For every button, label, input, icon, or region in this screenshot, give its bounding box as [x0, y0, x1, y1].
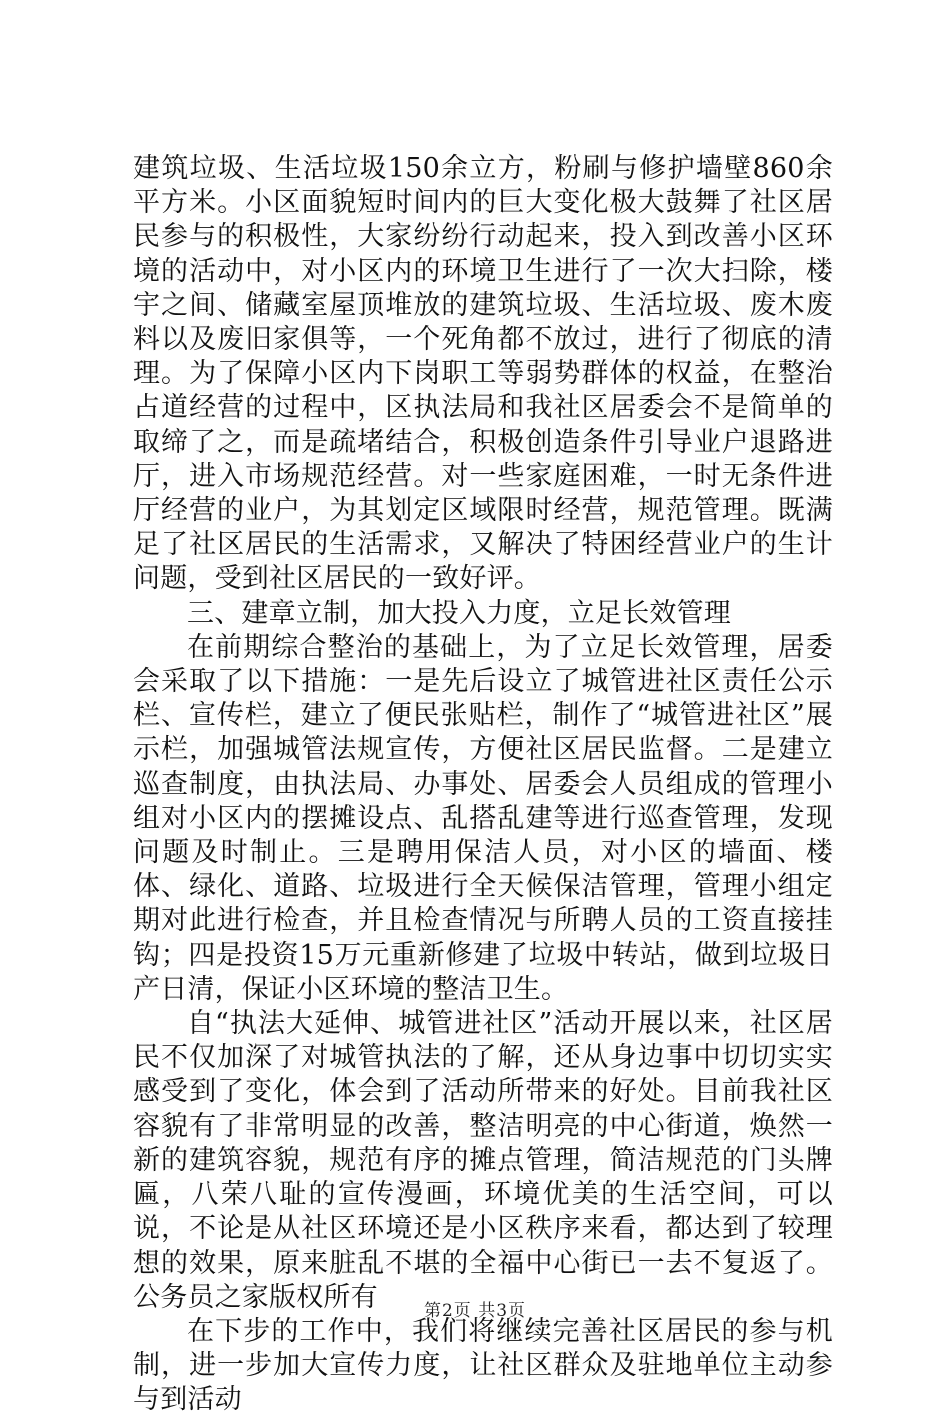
- document-body: [133, 152, 833, 1418]
- paragraph-measures: 在前期综合整治的基础上，为了立足长效管理，居委会采取了以下措施：一是先后设立了城管进社区责任公示栏、宣传栏，建立了便民张贴栏，制作了“城管进社区”展示栏，加强城管法规宣传，方便社区居民监督。二是建立巡查制度，由执法局、办事处、居委会人员组成的管理小组对小区内的摆摊设点、乱搭乱建等进行巡查管理，发现问题及时制止。三是聘用保洁人员，对小区的墙面、楼体、绿化、道路、垃圾进行全天候保洁管理，管理小组定期对此进行检查，并且检查情况与所聘人员的工资直接挂钩；四是投资15万元重新修建了垃圾中转站，做到垃圾日产日清，保证小区环境的整洁卫生。: [133, 631, 833, 1005]
- section-heading: 三、建章立制，加大投入力度，立足长效管理: [187, 597, 731, 629]
- paragraph-next-steps: 在下步的工作中，我们将继续完善社区居民的参与机制，进一步加大宣传力度，让社区群众及驻地单位主动参与到活动: [133, 1315, 833, 1416]
- paragraph-continuation: 建筑垃圾、生活垃圾150余立方，粉刷与修护墙壁860余平方米。小区面貌短时间内的巨大变化极大鼓舞了社区居民参与的积极性，大家纷纷行动起来，投入到改善小区环境的活动中，对小区内的环境卫生进行了一次大扫除，楼宇之间、储藏室屋顶堆放的建筑垃圾、生活垃圾、废木废料以及废旧家俱等，一个死角都不放过，进行了彻底的清理。为了保障小区内下岗职工等弱势群体的权益，在整治占道经营的过程中，区执法局和我社区居委会不是简单的取缔了之，而是疏堵结合，积极创造条件引导业户退路进厅，进入市场规范经营。对一些家庭困难，一时无条件进厅经营的业户，为其划定区域限时经营，规范管理。既满足了社区居民的生活需求，又解决了特困经营业户的生计问题，受到社区居民的一致好评。: [133, 153, 833, 595]
- paragraph-results: 自“执法大延伸、城管进社区”活动开展以来，社区居民不仅加深了对城管执法的了解，还从身边事中切切实实感受到了变化，体会到了活动所带来的好处。目前我社区容貌有了非常明显的改善，整洁明亮的中心街道，焕然一新的建筑容貌，规范有序的摊点管理，简洁规范的门头牌匾，八荣八耻的宣传漫画，环境优美的生活空间，可以说，不论是从社区环境还是小区秩序来看，都达到了较理想的效果，原来脏乱不堪的全福中心街已一去不复返了。公务员之家版权所有: [133, 1008, 833, 1313]
- page-footer: 第2页 共3页: [423, 1301, 527, 1321]
